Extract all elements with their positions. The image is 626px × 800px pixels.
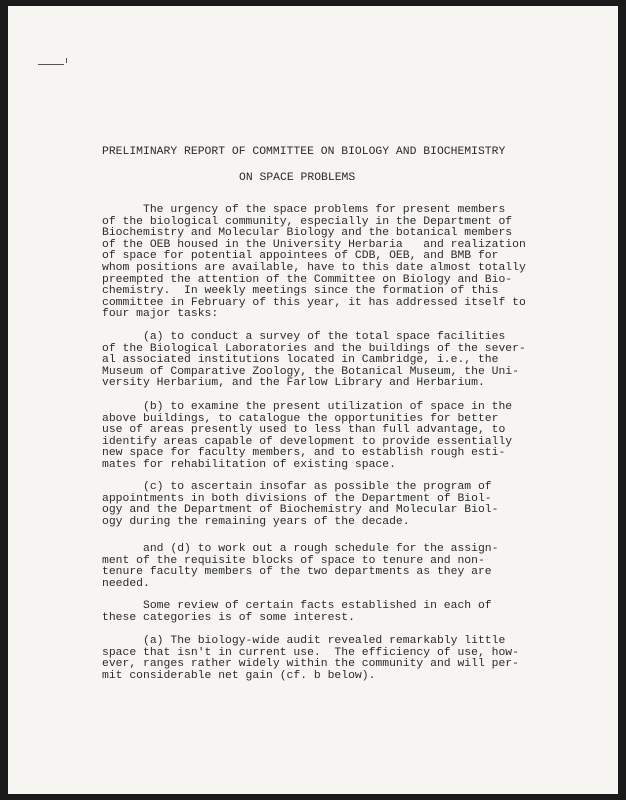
text-line: The urgency of the space problems for present members	[102, 204, 506, 216]
text-line: (a) The biology-wide audit revealed remarkably little	[102, 635, 506, 647]
text-line: identify areas capable of development to provide essentially	[102, 435, 513, 448]
pencil-mark	[38, 64, 64, 65]
text-line: chemistry. In weekly meetings since the formation of this	[102, 285, 499, 298]
text-line: whom positions are available, have to this date almost totally	[102, 261, 526, 274]
text-line: of the biological community, especially in the Department of	[102, 215, 513, 228]
text-line: ever, ranges rather widely within the community and will per-	[102, 658, 519, 671]
paragraph	[102, 544, 498, 590]
paragraph	[102, 636, 519, 682]
text-line: Some review of certain facts established in each of	[102, 600, 492, 612]
text-line: (a) to conduct a survey of the total space facilities	[102, 331, 506, 343]
text-line: mates for rehabilitation of existing space.	[102, 458, 396, 471]
pencil-mark	[66, 58, 67, 63]
paragraph	[102, 601, 492, 624]
text-line: ogy during the remaining years of the decade.	[102, 515, 410, 528]
paragraph	[102, 205, 526, 321]
text-line: versity Herbarium, and the Farlow Library and Herbarium.	[102, 377, 485, 390]
text-line: (b) to examine the present utilization of space in the	[102, 401, 513, 413]
text-line: of space for potential appointees of CDB, OEB, and BMB for	[102, 250, 499, 263]
text-line: of the Biological Laboratories and the buildings of the sever-	[102, 342, 526, 355]
text-line: (c) to ascertain insofar as possible the program of	[102, 481, 492, 493]
document-page	[8, 6, 618, 794]
text-line: needed.	[102, 577, 150, 590]
text-line: preempted the attention of the Committee on Biology and Bio-	[102, 273, 513, 286]
text-line: mit considerable net gain (cf. b below).	[102, 669, 376, 682]
text-line: committee in February of this year, it has addressed itself to	[102, 296, 526, 309]
text-line: these categories is of some interest.	[102, 611, 355, 624]
text-line: ment of the requisite blocks of space to tenure and non-	[102, 554, 485, 567]
text-line: Biochemistry and Molecular Biology and the botanical members	[102, 227, 513, 240]
text-line: above buildings, to catalogue the opportunities for better	[102, 412, 499, 425]
text-line: space that isn't in current use. The efficiency of use, how-	[102, 646, 519, 659]
document-subtitle: ON SPACE PROBLEMS	[239, 172, 356, 184]
text-line: use of areas presently used to less than full advantage, to	[102, 424, 506, 437]
paragraph	[102, 482, 498, 528]
text-line: Museum of Comparative Zoology, the Botanical Museum, the Uni-	[102, 365, 519, 378]
text-line: appointments in both divisions of the Department of Biol-	[102, 492, 492, 505]
text-line: ogy and the Department of Biochemistry and Molecular Biol-	[102, 504, 499, 517]
text-line: tenure faculty members of the two departments as they are	[102, 566, 492, 579]
paragraph	[102, 402, 512, 472]
paragraph	[102, 332, 526, 390]
text-line: and (d) to work out a rough schedule for the assign-	[102, 543, 499, 555]
text-line: four major tasks:	[102, 308, 219, 321]
text-line: new space for faculty members, and to establish rough esti-	[102, 447, 506, 460]
document-title: PRELIMINARY REPORT OF COMMITTEE ON BIOLOGY AND BIOCHEMISTRY	[102, 146, 506, 158]
text-line: of the OEB housed in the University Herbaria and realization	[102, 238, 526, 251]
text-line: al associated institutions located in Cambridge, i.e., the	[102, 354, 499, 367]
